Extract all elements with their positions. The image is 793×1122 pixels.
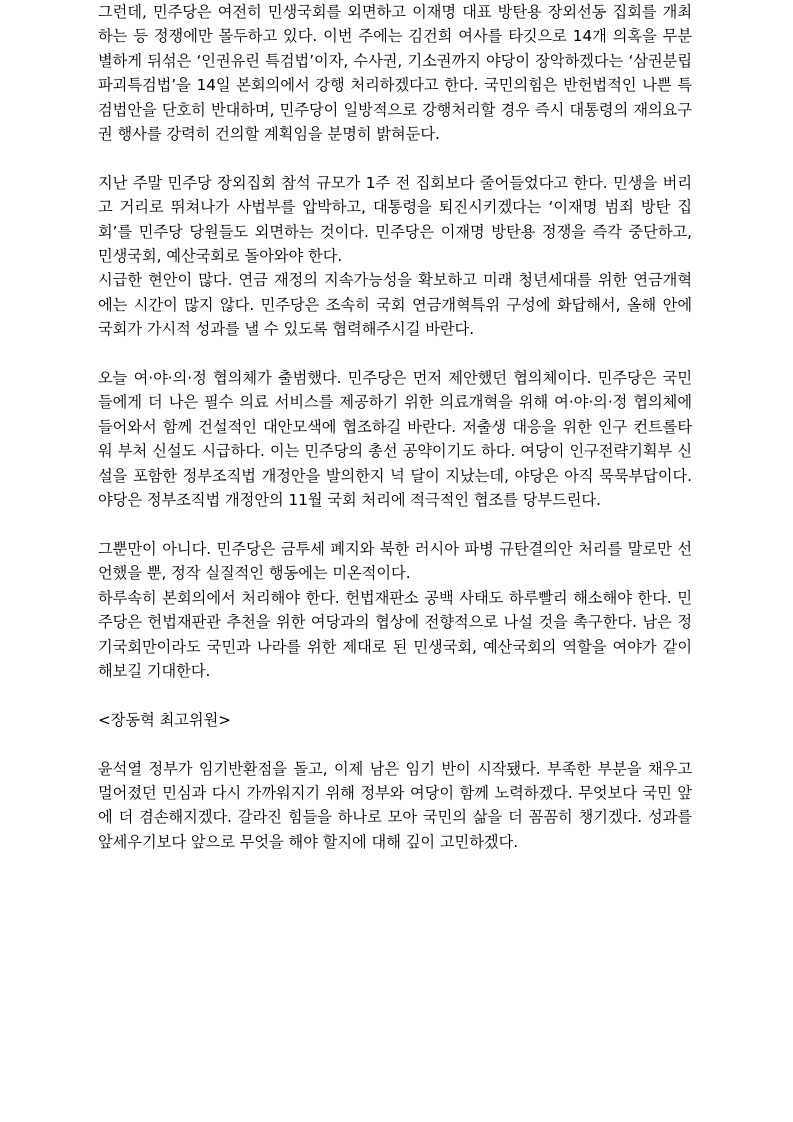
paragraph-partisan-strife: 그런데, 민주당은 여전히 민생국회를 외면하고 이재명 대표 방탄용 장외선동 집회를 개최하는 등 정쟁에만 몰두하고 있다. 이번 주에는 김건희 여사를 타깃으로 14개 의혹을 무분별하게 뒤섞은 ‘인권유린 특검법’이자, 수사권, 기소권까지 야당이 장악하겠다는 ‘삼권분립 파괴특검법’을 14일 본회의에서 강행 처리하겠다고 한다. 국민의힘은 반헌법적인 나쁜 특검법안을 단호히 반대하며, 민주당이 일방적으로 강행처리할 경우 즉시 대통령의 재의요구권 행사를 강력히 건의할 계획임을 분명히 밝혀둔다. bbox=[98, 3, 692, 144]
paragraph-constitutional-court: 하루속히 본회의에서 처리해야 한다. 헌법재판소 공백 사태도 하루빨리 해소해야 한다. 민주당은 헌법재판관 추천을 위한 여당과의 협상에 전향적으로 나설 것을 촉구한다. 남은 정기국회만이라도 국민과 나라를 위한 제대로 된 민생국회, 예산국회의 역할을 여야가 같이 해보길 기대한다. bbox=[98, 588, 692, 680]
paragraph-spacer bbox=[98, 342, 692, 366]
paragraph-spacer bbox=[98, 146, 692, 170]
paragraph-spacer bbox=[98, 513, 692, 537]
paragraph-spacer bbox=[98, 732, 692, 756]
paragraph-spacer bbox=[98, 683, 692, 707]
paragraph-pending-bills: 그뿐만이 아니다. 민주당은 금투세 폐지와 북한 러시아 파병 규탄결의안 처리를 말로만 선언했을 뿐, 정작 실질적인 행동에는 미온적이다. bbox=[98, 539, 692, 583]
document-body bbox=[98, 0, 692, 854]
paragraph-rally-attendance: 지난 주말 민주당 장외집회 참석 규모가 1주 전 집회보다 줄어들었다고 한다. 민생을 버리고 거리로 뛰쳐나가 사법부를 압박하고, 대통령을 퇴진시키겠다는 ‘이재명 범죄 방탄 집회’를 민주당 당원들도 외면하는 것이다. 민주당은 이재명 방탄용 정쟁을 즉각 중단하고, 민생국회, 예산국회로 돌아와야 한다. bbox=[98, 173, 692, 266]
paragraph-medical-council: 오늘 여·야·의·정 협의체가 출범했다. 민주당은 먼저 제안했던 협의체이다. 민주당은 국민들에게 더 나은 필수 의료 서비스를 제공하기 위한 의료개혁을 위해 여·야·의·정 협의체에 들어와서 함께 건설적인 대안모색에 협조하길 바란다. 저출생 대응을 위한 인구 컨트롤타워 부처 신설도 시급하다. 이는 민주당의 총선 공약이기도 하다. 여당이 인구전략기획부 신설을 포함한 정부조직법 개정안을 발의한지 넉 달이 지났는데, 야당은 아직 묵묵부답이다. 야당은 정부조직법 개정안의 11월 국회 처리에 적극적인 협조를 당부드린다. bbox=[98, 369, 692, 510]
speaker-heading: <장동혁 최고위원> bbox=[98, 710, 231, 729]
paragraph-second-half-term: 윤석열 정부가 임기반환점을 돌고, 이제 남은 임기 반이 시작됐다. 부족한 부분을 채우고 멀어졌던 민심과 다시 가까워지기 위해 정부와 여당이 함께 노력하겠다. 무엇보다 국민 앞에 더 겸손해지겠다. 갈라진 힘들을 하나로 모아 국민의 삶을 더 꼼꼼히 챙기겠다. 성과를 앞세우기보다 앞으로 무엇을 해야 할지에 대해 깊이 고민하겠다. bbox=[98, 759, 692, 851]
paragraph-pension-reform: 시급한 현안이 많다. 연금 재정의 지속가능성을 확보하고 미래 청년세대를 위한 연금개혁에는 시간이 많지 않다. 민주당은 조속히 국회 연금개혁특위 구성에 화답해서, 올해 안에 국회가 가시적 성과를 낼 수 있도록 협력해주시길 바란다. bbox=[98, 271, 692, 339]
